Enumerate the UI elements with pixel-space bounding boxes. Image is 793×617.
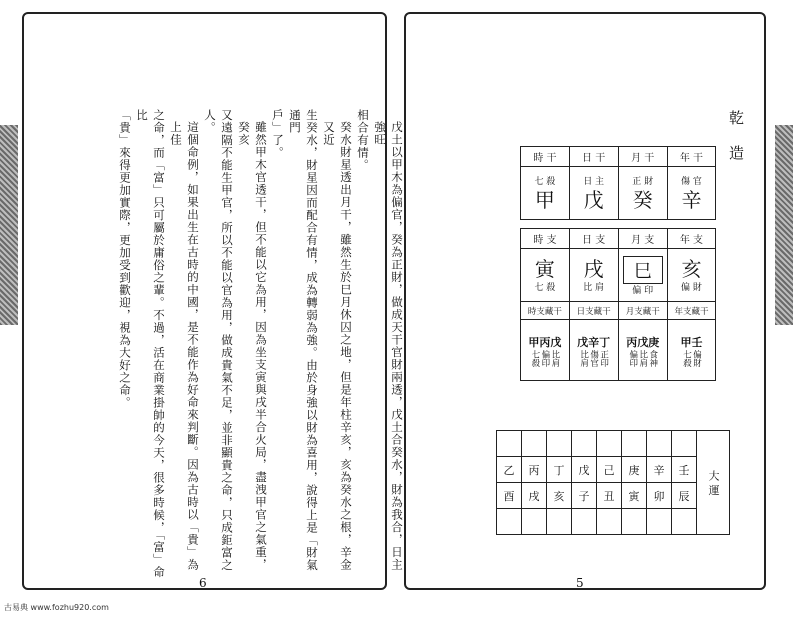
hidden-god: 偏財 [691,349,702,367]
text-column: 「貴」來得更加實際，更加受到歡迎，視為大好之命。 [118,109,132,409]
text-column: 生癸水，財星因而配合有情，成為轉弱為強。由於身強以財為喜用，說得上是「財氣通門 [288,109,319,572]
page-number-left: 6 [199,576,207,590]
hidden-header: 時支藏干 [521,302,570,320]
luck-stem: 辛 [647,457,672,483]
stem-char: 甲 [534,187,555,212]
stem-header: 日 干 [569,147,618,167]
hidden-stems: 甲壬 [680,335,703,349]
branch-cell [521,249,570,302]
stem-header: 月 干 [618,147,667,167]
branch-char-boxed: 巳 [623,256,663,284]
stem-god: 七 殺 [534,176,556,187]
stem-char: 辛 [681,187,702,212]
branch-header: 時 支 [521,229,570,249]
book-edge-right [775,125,793,325]
luck-stem: 戊 [572,457,597,483]
stem-header: 時 干 [521,147,570,167]
luck-branch: 丑 [597,483,622,509]
text-column: 又遠隔不能生甲官，所以不能以官為用，做成貴氣不足，並非顯貴之命，只成鉅富之人。 [203,109,234,572]
branch-cell [618,249,667,302]
stem-cell [521,167,570,220]
stem-cell [667,167,715,220]
branch-cell [569,249,618,302]
chart-title-zao: 造 [729,144,745,162]
text-column: 戶」了。 [271,109,285,159]
hidden-god: 偏印 [627,349,638,367]
footer-watermark: 古易典 www.fozhu920.com [4,603,109,612]
hidden-header: 日支藏干 [569,302,618,320]
branch-god: 七 殺 [534,282,556,293]
hidden-header: 年支藏干 [667,302,715,320]
hidden-stems: 丙戊庚 [626,335,660,349]
luck-branch: 卯 [647,483,672,509]
hidden-stems: 甲丙戊 [528,335,562,349]
branch-god: 偏 財 [681,282,702,293]
luck-pillars-table [496,430,730,535]
branch-header: 日 支 [569,229,618,249]
luck-stem: 壬 [672,457,697,483]
luck-branch: 酉 [497,483,522,509]
stem-char: 戊 [583,187,604,212]
stem-god: 傷 官 [681,176,702,187]
hidden-god: 比肩 [637,349,648,367]
hidden-header: 月支藏干 [618,302,667,320]
branch-header: 月 支 [618,229,667,249]
branch-char: 寅 [534,256,555,281]
hidden-cell [569,320,618,381]
right-page [404,12,766,590]
stem-header: 年 干 [667,147,715,167]
luck-stem: 丁 [547,457,572,483]
luck-branch: 亥 [547,483,572,509]
hidden-god: 食神 [647,349,658,367]
luck-branch: 戌 [522,483,547,509]
branch-god: 偏 印 [632,286,654,296]
branch-cell [667,249,715,302]
luck-title: 大 運 [697,431,730,535]
four-pillars-table [520,146,716,381]
left-page [22,12,404,590]
text-column: 這個命例，如果出生在古時的中國，是不能作為好命來判斷。因為古時以「貴」為上佳 [169,121,200,571]
book-edge-left [0,125,18,325]
text-column: 戊土以甲木為偏官，癸為正財，做成天干官財兩透，戊土合癸水，財為我合，日主強旺 [373,121,404,571]
hidden-god: 七殺 [681,349,692,367]
luck-branch: 寅 [622,483,647,509]
stem-god: 日 主 [583,176,605,187]
text-column: 雖然甲木官透干，但不能以它為用，因為坐支寅與戌半合火局，盡洩甲官之氣重，癸亥 [237,121,268,571]
luck-stem: 己 [597,457,622,483]
hidden-god: 比肩 [549,349,560,367]
hidden-god: 七殺 [529,349,540,367]
luck-stem: 庚 [622,457,647,483]
page-number-right: 5 [576,576,584,590]
hidden-god: 偏印 [539,349,550,367]
hidden-god: 傷官 [588,349,599,367]
stem-cell [569,167,618,220]
stem-char: 癸 [632,187,653,212]
stem-god: 正 財 [632,176,654,187]
luck-stem: 乙 [497,457,522,483]
text-column: 癸水財星透出月干，雖然生於巳月休囚之地，但是年柱辛亥，亥為癸水之根，辛金又近 [322,121,353,571]
branch-god: 比 肩 [583,282,605,293]
hidden-stems: 戊辛丁 [577,335,611,349]
luck-stem: 丙 [522,457,547,483]
hidden-god: 正印 [598,349,609,367]
text-column: 相合有情。 [356,109,370,172]
luck-branch: 子 [572,483,597,509]
stem-cell [618,167,667,220]
chart-title-qian: 乾 [729,109,745,127]
branch-char: 戌 [583,256,604,281]
hidden-god: 比肩 [578,349,589,367]
hidden-cell [521,320,570,381]
branch-header: 年 支 [667,229,715,249]
hidden-cell [618,320,667,381]
hidden-cell [667,320,715,381]
branch-char: 亥 [681,256,702,281]
text-column: 之命，而「富」只可屬於庸俗之輩。不過，活在商業掛帥的今天，很多時候，「富」命比 [135,109,166,579]
luck-branch: 辰 [672,483,697,509]
